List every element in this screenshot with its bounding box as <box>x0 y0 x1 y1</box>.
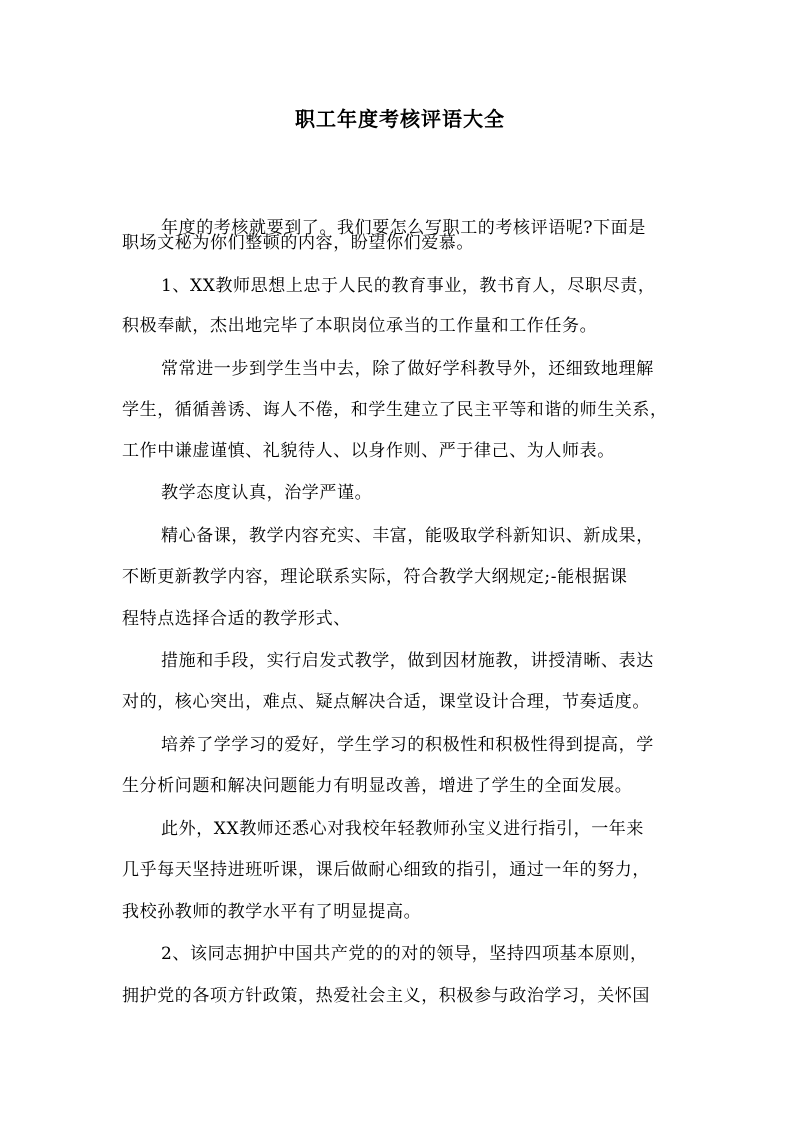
paragraph-line: 工作中谦虚谨慎、礼貌待人、以身作则、严于律己、为人师表。 <box>122 441 615 461</box>
paragraph-line: 1、XX教师思想上忠于人民的教育事业，教书育人，尽职尽责， <box>161 276 656 296</box>
paragraph-line: 拥护党的各项方针政策，热爱社会主义，积极参与政治学习，关怀国 <box>122 986 650 1006</box>
paragraph-line: 生分析问题和解决问题能力有明显改善，增进了学生的全面发展。 <box>122 776 633 796</box>
paragraph-line: 不断更新教学内容，理论联系实际，符合教学大纲规定;-能根据课 <box>122 567 628 587</box>
paragraph-line: 职场文秘为你们整顿的内容，盼望你们爱慕。 <box>122 233 474 253</box>
paragraph-line: 常常进一步到学生当中去，除了做好学科教导外，还细致地理解 <box>161 359 654 379</box>
paragraph-line: 我校孙教师的教学水平有了明显提高。 <box>122 902 422 922</box>
paragraph-line: 学生，循循善诱、诲人不倦，和学生建立了民主平等和谐的师生关系， <box>122 400 668 420</box>
paragraph-line: 积极奉献，杰出地完毕了本职岗位承当的工作量和工作任务。 <box>122 316 598 336</box>
document-title: 职工年度考核评语大全 <box>295 107 505 131</box>
paragraph-line: 2、该同志拥护中国共产党的的对的领导，坚持四项基本原则， <box>161 944 648 964</box>
paragraph-line: 教学态度认真，治学严谨。 <box>161 483 373 503</box>
paragraph-line: 几乎每天坚持进班听课，课后做耐心细致的指引，通过一年的努力， <box>122 860 650 880</box>
paragraph-line: 精心备课，教学内容充实、丰富，能吸取学科新知识、新成果， <box>161 526 654 546</box>
paragraph-line: 年度的考核就要到了。我们要怎么写职工的考核评语呢?下面是 <box>161 218 646 238</box>
paragraph-line: 培养了学学习的爱好，学生学习的积极性和积极性得到提高，学 <box>161 735 654 755</box>
paragraph-line: 对的，核心突出，难点、疑点解决合适，课堂设计合理，节奏适度。 <box>122 692 650 712</box>
paragraph-line: 措施和手段，实行启发式教学，做到因材施教，讲授清晰、表达 <box>161 651 654 671</box>
paragraph-line: 此外，XX教师还悉心对我校年轻教师孙宝义进行指引，一年来 <box>161 819 645 839</box>
paragraph-line: 程特点选择合适的教学形式、 <box>122 609 351 629</box>
